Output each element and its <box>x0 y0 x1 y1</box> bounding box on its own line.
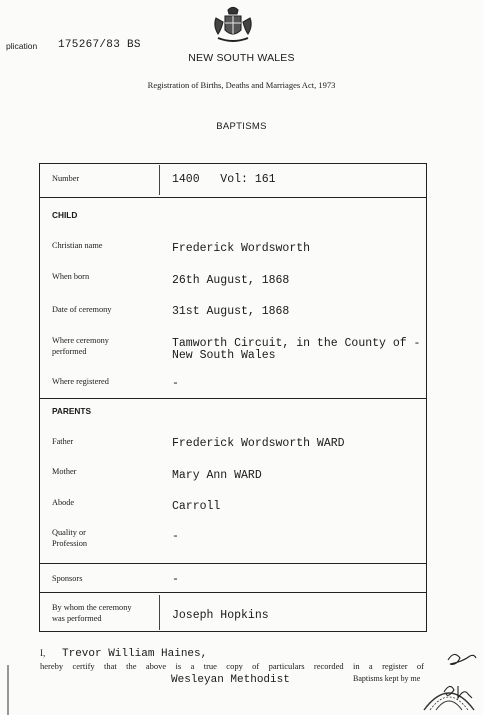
officiant-label: was performed <box>52 614 102 623</box>
when-born-value: 26th August, 1868 <box>172 274 290 287</box>
register-name: Wesleyan Methodist <box>171 674 290 686</box>
quality-label: Profession <box>52 539 88 548</box>
certifier-name: Trevor William Haines, <box>62 648 208 660</box>
sponsors-value: - <box>172 573 179 586</box>
parents-section-heading: PARENTS <box>52 406 92 416</box>
where-registered-value: - <box>172 377 179 390</box>
where-registered-label: Where registered <box>52 377 109 386</box>
christian-name-label: Christian name <box>52 241 103 250</box>
sponsors-label: Sponsors <box>52 574 83 583</box>
kept-by-text: Baptisms kept by me <box>353 674 421 683</box>
application-label: plication <box>6 41 38 51</box>
date-of-ceremony-value: 31st August, 1868 <box>172 305 290 318</box>
abode-label: Abode <box>52 498 75 507</box>
quality-label: Quality or <box>52 528 86 537</box>
application-number: 175267/83 BS <box>58 39 141 51</box>
column-divider <box>159 595 160 630</box>
margin-mark <box>4 665 12 715</box>
number-label: Number <box>52 174 80 183</box>
abode-value: Carroll <box>172 500 221 513</box>
christian-name-value: Frederick Wordsworth <box>172 242 311 255</box>
divider <box>39 197 427 198</box>
officiant-label: By whom the ceremony <box>52 603 132 612</box>
father-label: Father <box>52 437 74 446</box>
act-title: Registration of Births, Deaths and Marriages Act, 1973 <box>147 80 336 90</box>
certification-statement: hereby certify that the above is a true copy of particulars recorded in a register of <box>40 661 424 671</box>
signature-icon <box>440 648 480 710</box>
officiant-value: Joseph Hopkins <box>172 609 269 622</box>
where-performed-label: performed <box>52 347 87 356</box>
divider <box>39 592 427 593</box>
number-value: 1400 Vol: 161 <box>172 173 276 186</box>
certification-marker: I, <box>40 648 46 658</box>
mother-value: Mary Ann WARD <box>172 469 262 482</box>
divider <box>39 563 427 564</box>
where-performed-value: Tamworth Circuit, in the County of - <box>172 337 421 350</box>
date-of-ceremony-label: Date of ceremony <box>52 305 112 314</box>
when-born-label: When born <box>52 272 90 281</box>
father-value: Frederick Wordsworth WARD <box>172 437 345 450</box>
column-divider <box>159 165 160 195</box>
mother-label: Mother <box>52 467 77 476</box>
coat-of-arms-icon <box>210 4 256 46</box>
state-title: NEW SOUTH WALES <box>188 52 295 64</box>
form-title: BAPTISMS <box>216 121 267 132</box>
divider <box>39 398 427 399</box>
where-performed-label: Where ceremony <box>52 336 109 345</box>
child-section-heading: CHILD <box>52 210 78 220</box>
where-performed-value: New South Wales <box>172 349 276 362</box>
quality-value: - <box>172 530 179 543</box>
